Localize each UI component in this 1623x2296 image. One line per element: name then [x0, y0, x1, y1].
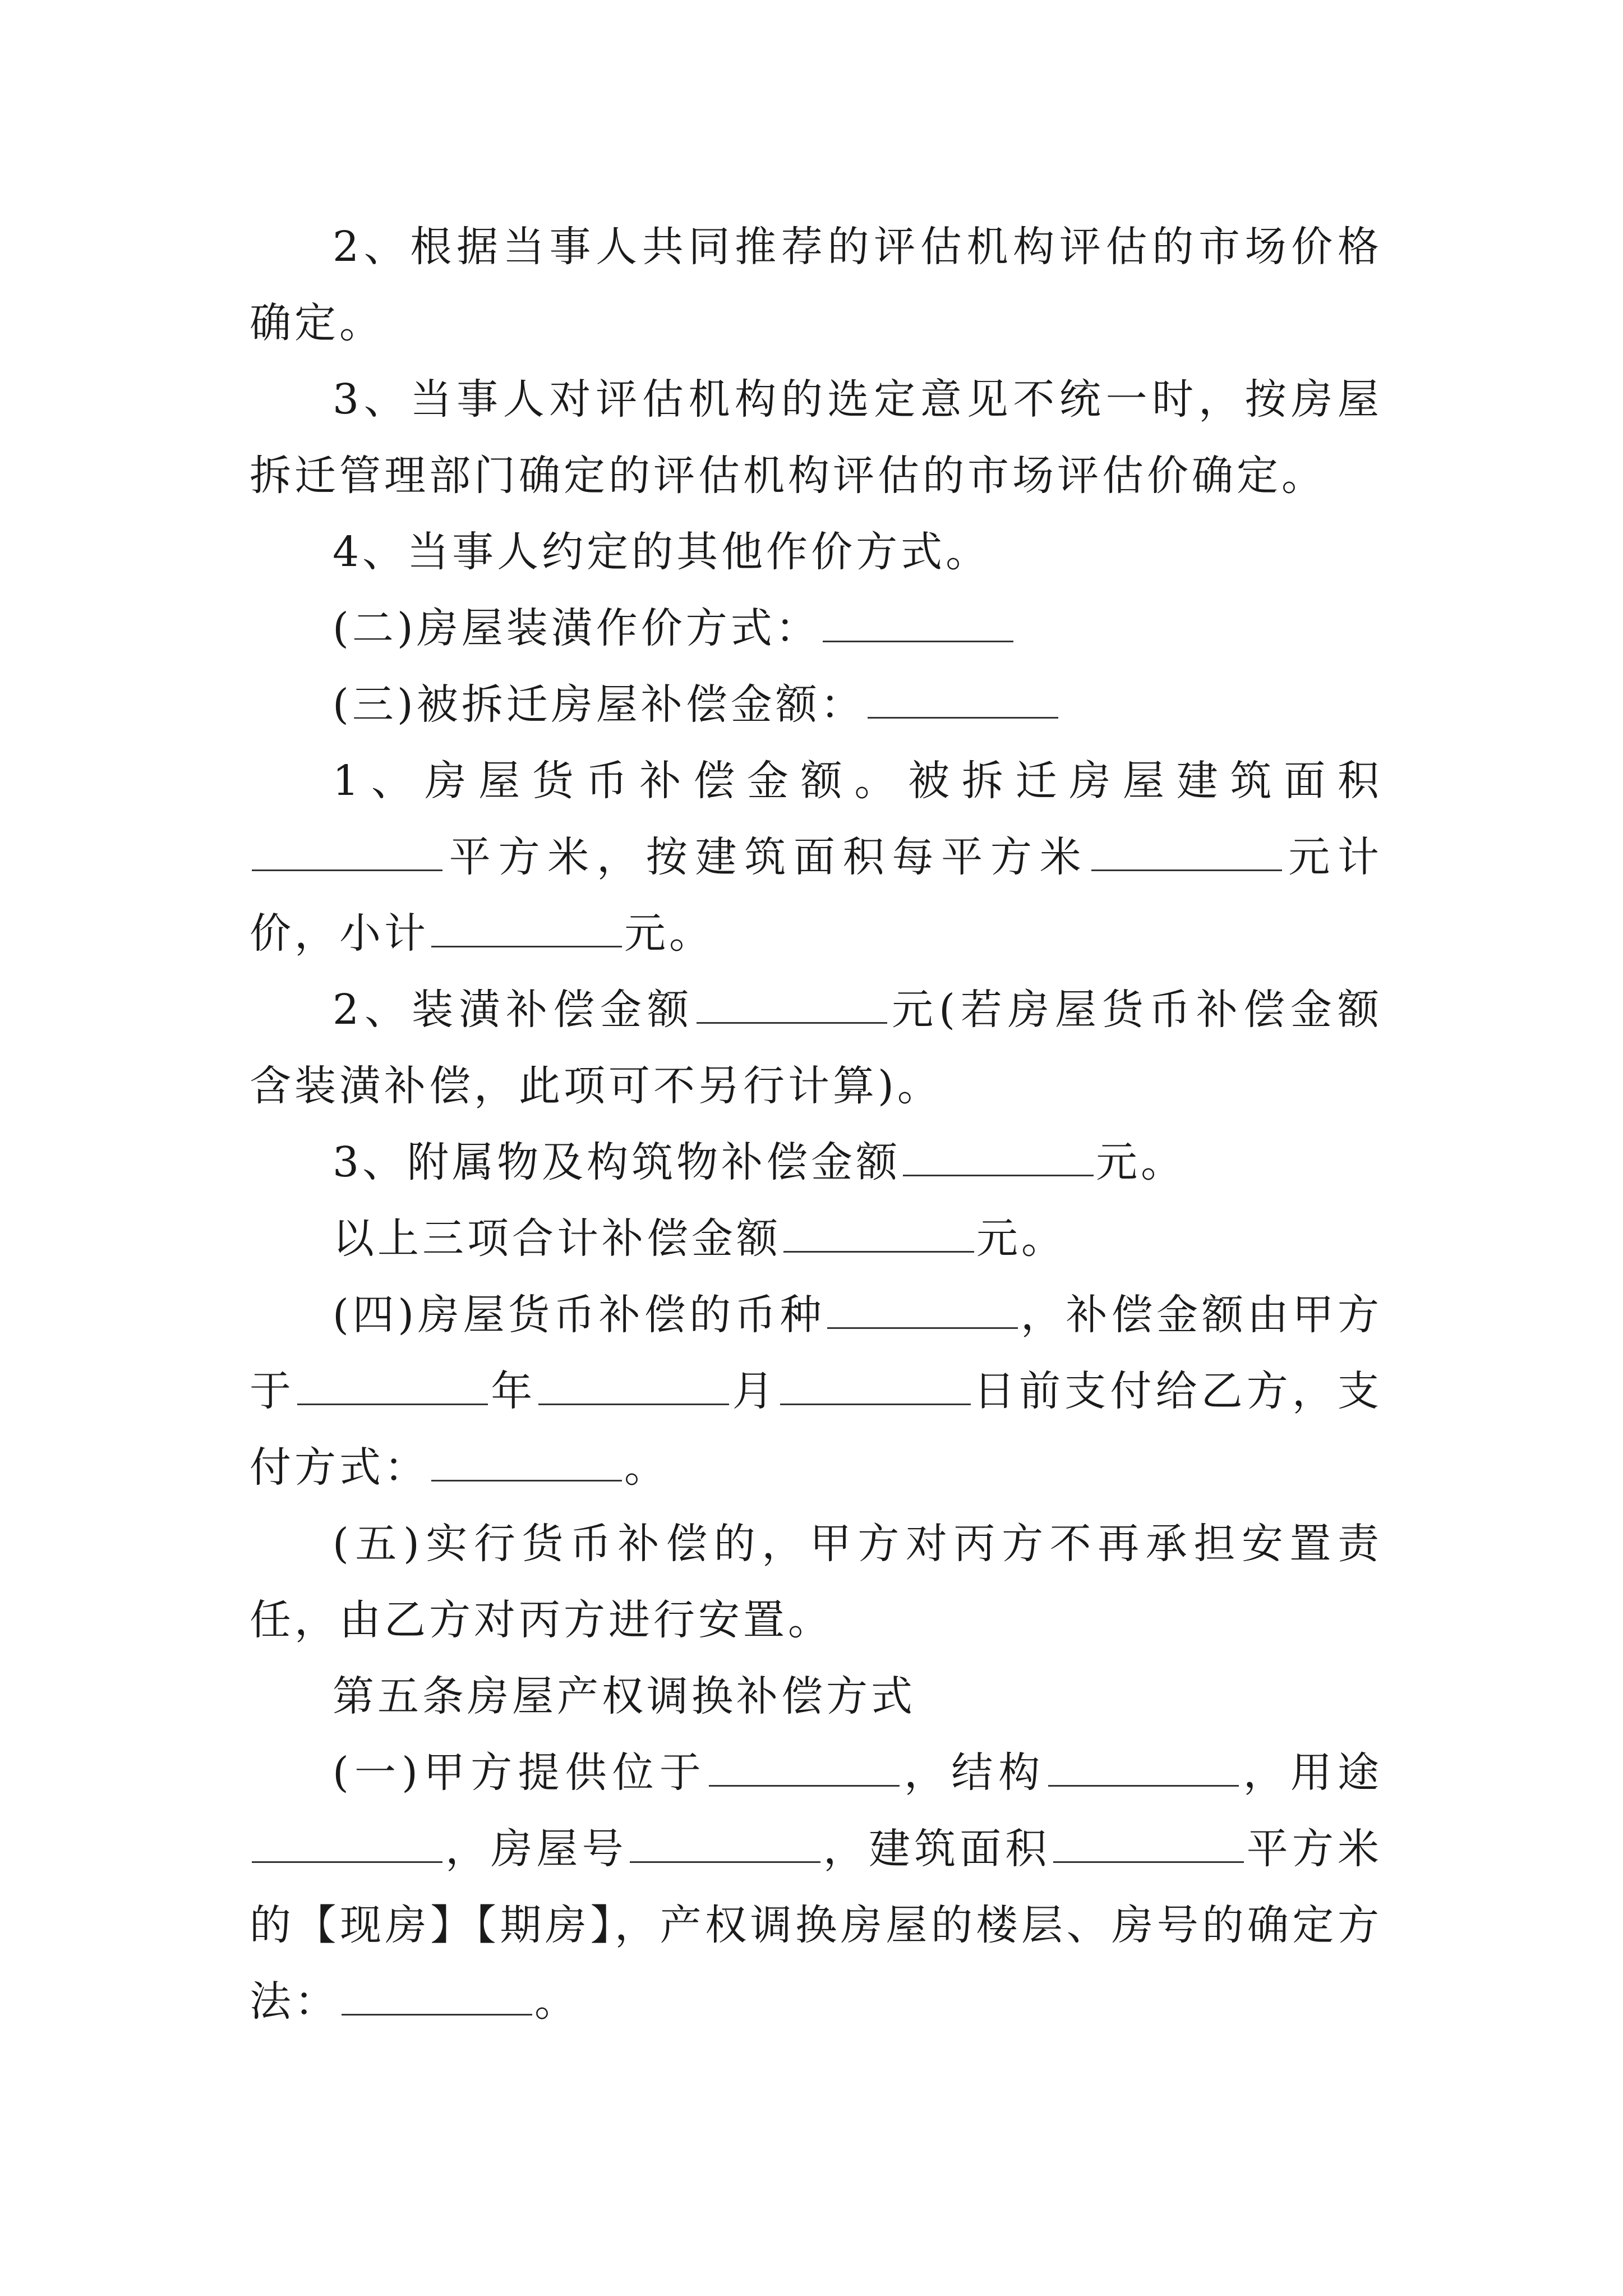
fill-in-blank[interactable]	[252, 836, 442, 871]
paragraph-text: ，建筑面积	[822, 1825, 1051, 1873]
paragraph-decoration-compensation	[250, 972, 1382, 1124]
paragraph-text: ，房屋号	[445, 1825, 628, 1873]
paragraph-compensation-amount	[250, 666, 1382, 743]
fill-in-blank[interactable]	[903, 1141, 1094, 1176]
paragraph-text: 元(若房屋货币补偿金额含装潢补偿，此项可不另行计算)。	[250, 986, 1382, 1110]
paragraph-property-exchange	[250, 1734, 1382, 2040]
paragraph-text: 平方米，按建筑面积每平方米	[445, 833, 1089, 881]
fill-in-blank[interactable]	[630, 1828, 820, 1863]
paragraph-text: 年	[490, 1367, 537, 1415]
paragraph-text: 元。	[1096, 1138, 1186, 1186]
paragraph-text: 3、当事人对评估机构的选定意见不统一时，按房屋拆迁管理部门确定的评估机构评估的市场评估价确定。	[250, 375, 1382, 500]
fill-in-blank[interactable]	[1091, 836, 1282, 871]
fill-in-blank[interactable]	[697, 988, 887, 1024]
paragraph-text: (四)房屋货币补偿的币种	[333, 1291, 826, 1339]
paragraph-resettlement	[250, 1506, 1382, 1658]
paragraph-monetary-compensation	[250, 743, 1382, 972]
fill-in-blank[interactable]	[823, 607, 1013, 642]
paragraph-total-compensation	[250, 1200, 1382, 1277]
fill-in-blank[interactable]	[342, 1980, 532, 2016]
paragraph-text: ，补偿金额由甲方于	[250, 1291, 1382, 1415]
paragraph-text: (二)房屋装潢作价方式：	[333, 604, 820, 652]
paragraph-decoration-valuation	[250, 590, 1382, 666]
paragraph-text: (一)甲方提供位于	[333, 1749, 707, 1797]
paragraph-text: 第五条房屋产权调换补偿方式	[333, 1672, 916, 1720]
paragraph-text: 日前支付给乙方，支付方式：	[250, 1367, 1383, 1492]
fill-in-blank[interactable]	[431, 912, 622, 947]
paragraph-text: 1、房屋货币补偿金额。被拆迁房屋建筑面积	[333, 757, 1382, 805]
fill-in-blank[interactable]	[868, 683, 1058, 719]
paragraph-text: (五)实行货币补偿的，甲方对丙方不再承担安置责任，由乙方对丙方进行安置。	[250, 1520, 1382, 1644]
fill-in-blank[interactable]	[1048, 1751, 1239, 1787]
fill-in-blank[interactable]	[252, 1828, 442, 1863]
paragraph-text: 4、当事人约定的其他作价方式。	[333, 528, 991, 576]
paragraph-valuation-method-2	[250, 209, 1382, 361]
paragraph-text: 元计价，小计	[250, 833, 1382, 958]
paragraph-text: ，用途	[1241, 1749, 1382, 1797]
fill-in-blank[interactable]	[431, 1446, 622, 1481]
paragraph-text: 2、装潢补偿金额	[333, 986, 695, 1034]
paragraph-text: 元。	[976, 1214, 1066, 1263]
paragraph-text: 以上三项合计补偿金额	[333, 1214, 781, 1263]
paragraph-valuation-method-4	[250, 514, 1382, 590]
fill-in-blank[interactable]	[827, 1294, 1018, 1329]
paragraph-appendage-compensation	[250, 1124, 1382, 1200]
paragraph-text: ，结构	[902, 1749, 1046, 1797]
paragraph-valuation-method-3	[250, 361, 1382, 514]
fill-in-blank[interactable]	[538, 1370, 729, 1405]
paragraph-text: 3、附属物及构筑物补偿金额	[333, 1138, 901, 1186]
fill-in-blank[interactable]	[297, 1370, 488, 1405]
paragraph-text: 2、根据当事人共同推荐的评估机构评估的市场价格确定。	[250, 223, 1382, 347]
fill-in-blank[interactable]	[1053, 1828, 1244, 1863]
fill-in-blank[interactable]	[783, 1217, 974, 1253]
article-5-heading	[250, 1658, 1382, 1734]
fill-in-blank[interactable]	[780, 1370, 971, 1405]
paragraph-currency-payment	[250, 1277, 1382, 1506]
document-body	[250, 209, 1382, 2040]
paragraph-text: 平方米的【现房】【期房】，产权调换房屋的楼层、房号的确定方法：	[250, 1825, 1383, 2026]
paragraph-text: (三)被拆迁房屋补偿金额：	[333, 680, 865, 729]
paragraph-text: 月	[731, 1367, 778, 1415]
paragraph-text: 。	[534, 1977, 579, 2026]
paragraph-text: 元。	[624, 909, 714, 958]
fill-in-blank[interactable]	[709, 1751, 900, 1787]
paragraph-text: 。	[624, 1443, 669, 1492]
